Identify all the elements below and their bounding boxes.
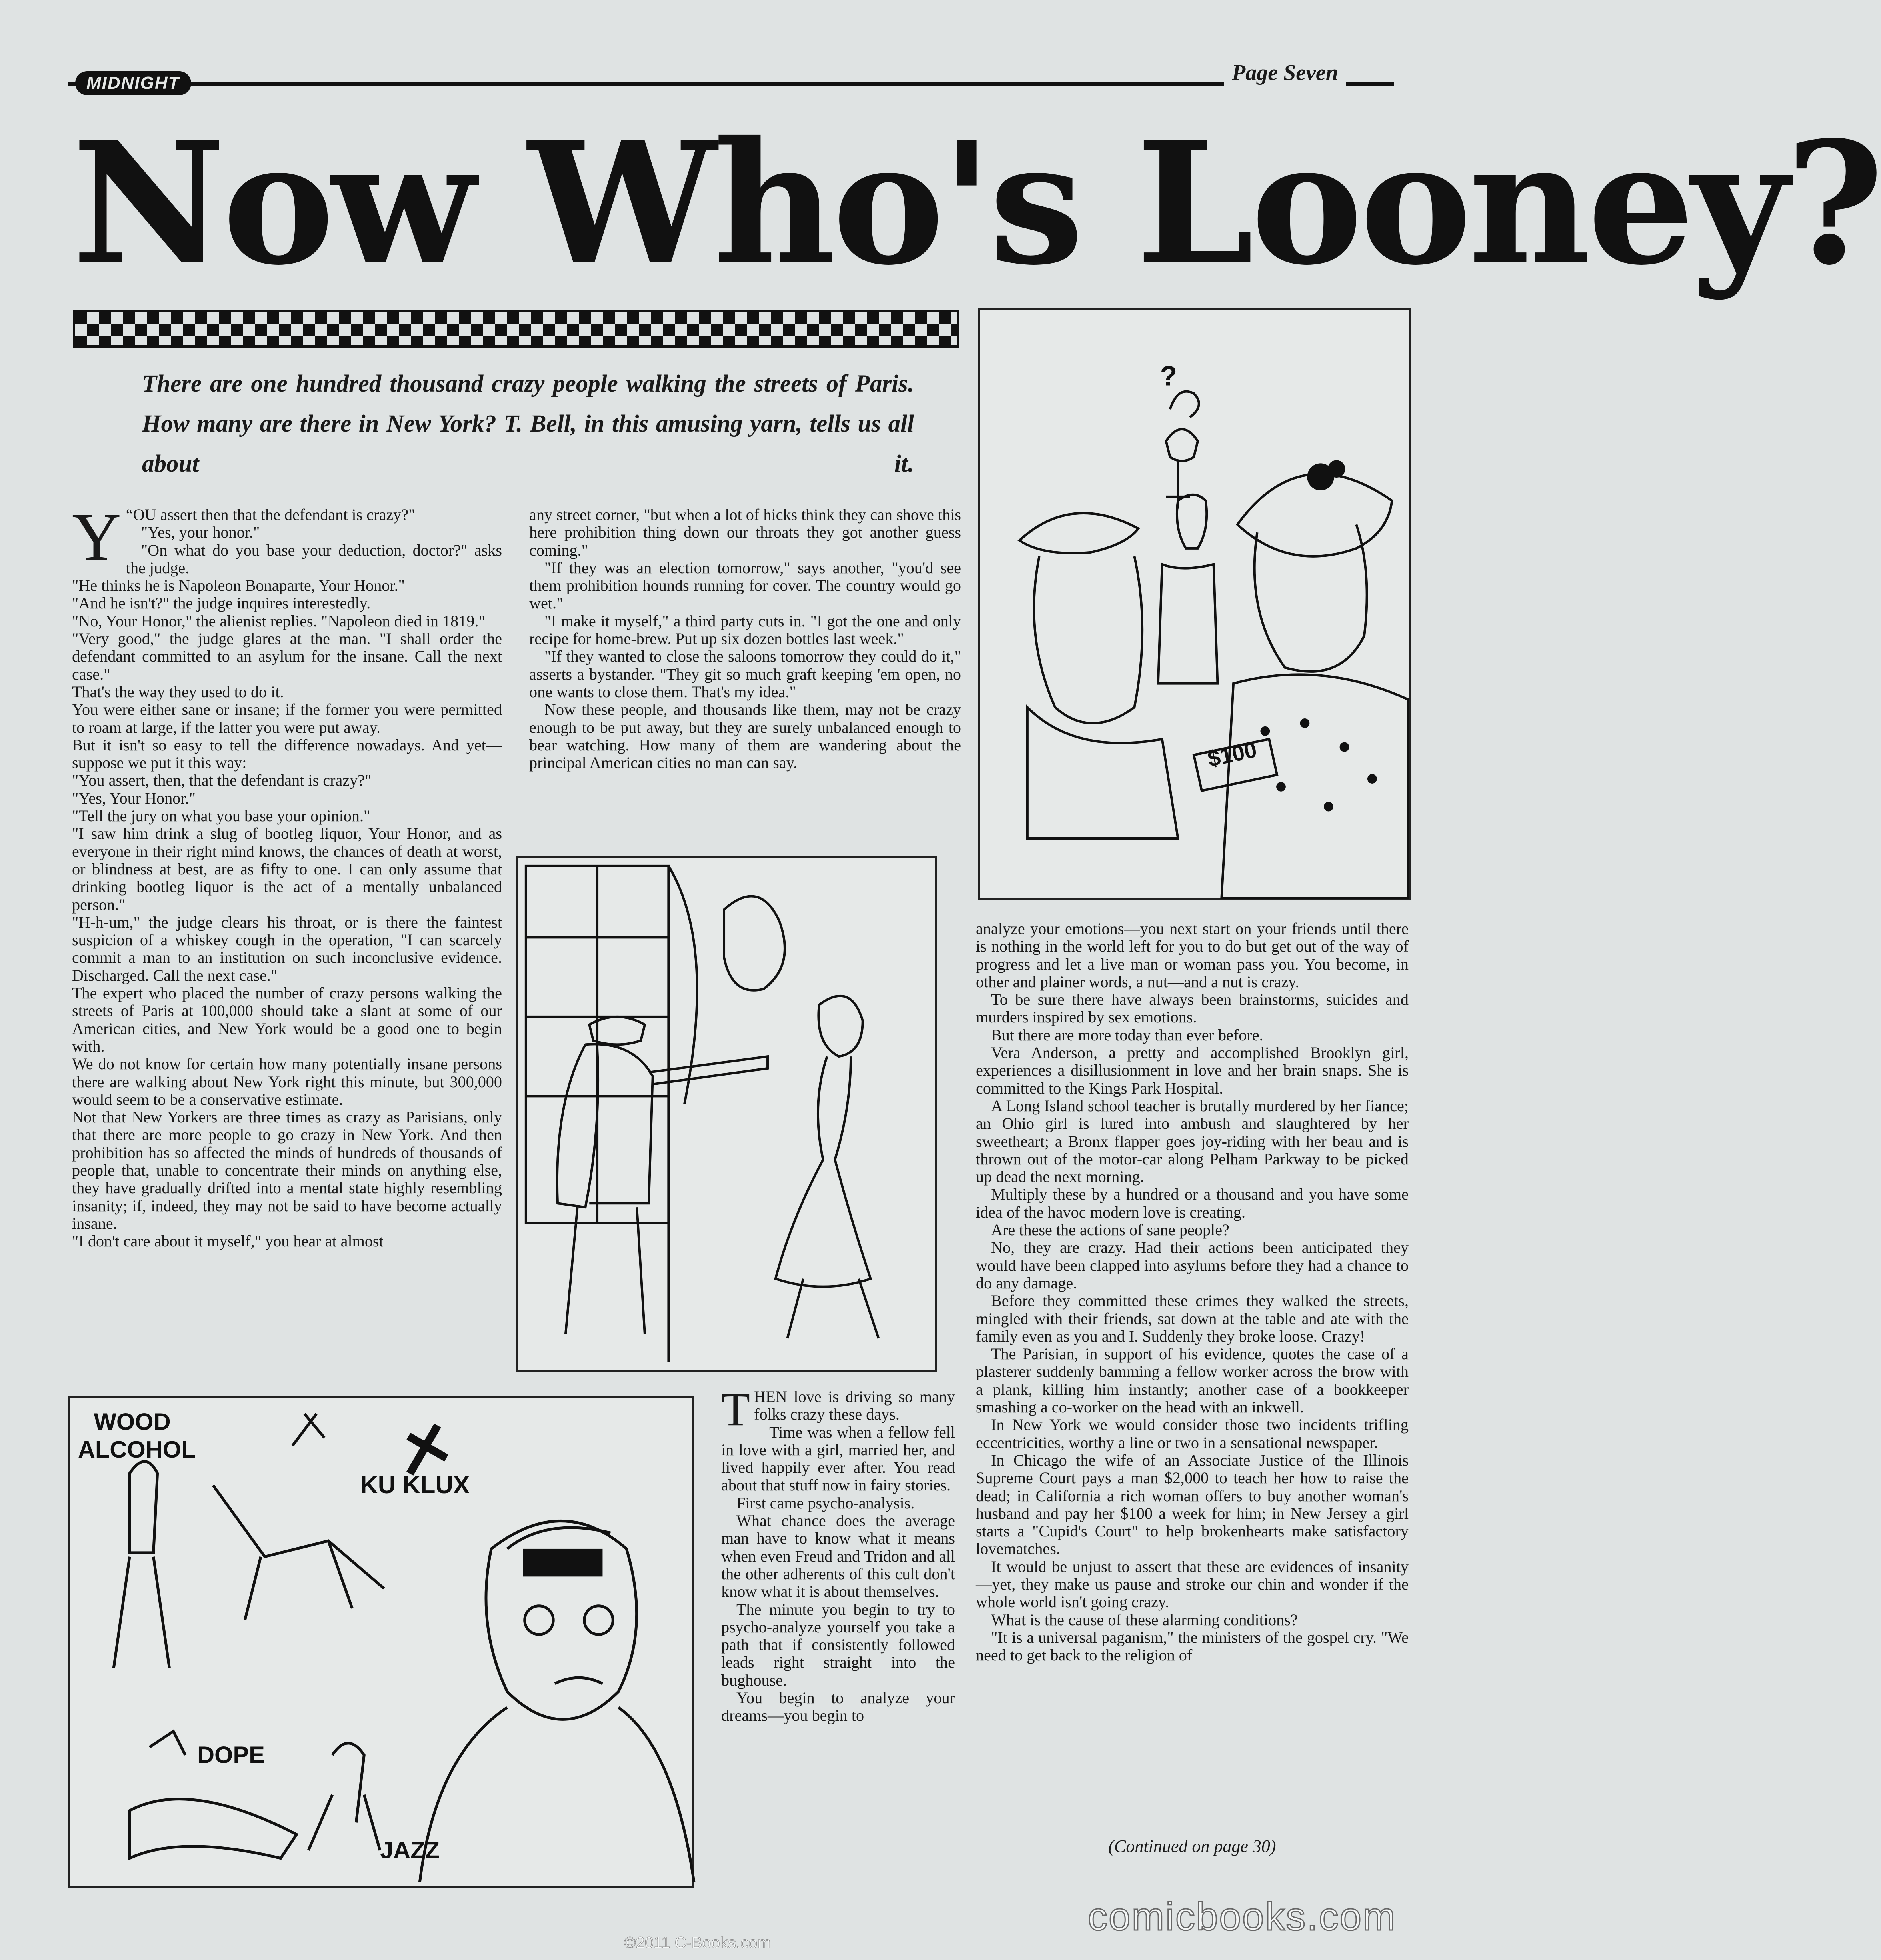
masthead-logo: MIDNIGHT [75, 71, 191, 95]
paragraph: You begin to analyze your dreams—you begin to [721, 1689, 955, 1725]
paragraph: The expert who placed the number of crazy persons walking the streets of Paris at 100,000 should take a slant at some of our American cities, and New York would be a good one to begin with. [72, 984, 502, 1055]
paragraph: No, they are crazy. Had their actions been anticipated they would have been clapped into asylums before they had a chance to do any damage. [976, 1238, 1409, 1292]
wood-label: WOOD [94, 1408, 171, 1435]
paragraph: "I saw him drink a slug of bootleg liquor, Your Honor, and as everyone in their right mind knows, the chances of death at worst, or blindness at best, are as fifty to one. I can only assume that drinking bootleg liquor is the act of a mentally unbalanced person." [72, 824, 502, 914]
paragraph: Multiply these by a hundred or a thousand and you have some idea of the havoc modern love is creating. [976, 1185, 1409, 1221]
drop-cap: Y [72, 499, 121, 574]
header-rule [68, 82, 1394, 86]
paragraph: "Tell the jury on what you base your opinion." [72, 807, 370, 825]
paragraph: What chance does the average man have to know what it means when even Freud and Tridon and all the other adherents of this cult don't know what it is about themselves. [721, 1512, 955, 1601]
paragraph: "No, Your Honor," the alienist replies. "Napoleon died in 1819." [72, 612, 485, 630]
copyright-notice: ©2011 C-Books.com [624, 1934, 771, 1952]
continued-note: (Continued on page 30) [1108, 1836, 1276, 1856]
paragraph: any street corner, "but when a lot of hicks think they can shove this here prohibition thing down our throats they got another guess coming." [529, 506, 961, 559]
illustration-gunman [516, 856, 937, 1372]
paragraph: Are these the actions of sane people? [991, 1221, 1229, 1239]
site-watermark: comicbooks.com [1088, 1894, 1397, 1938]
paragraph: First came psycho-analysis. [736, 1494, 915, 1512]
paragraph: "H-h-um," the judge clears his throat, or is there the faintest suspicion of a whiskey cough in the operation, "I can scarcely commit a man to an institution on such inconclusive evidence. Discharged. Call the next case." [72, 913, 502, 984]
paragraph: In Chicago the wife of an Associate Justice of the Illinois Supreme Court pays a man $2,000 to teach her how to raise the dead; in California a rich woman offers to buy another woman's husband and pay her $100 a week for him; in New Jersey a girl starts a "Cupid's Court" to help brokenhearts make satisfactory lovematches. [976, 1451, 1409, 1558]
paragraph: To be sure there have always been brainstorms, suicides and murders inspired by sex emotions. [976, 990, 1409, 1026]
paragraph: You were either sane or insane; if the former you were permitted to roam at large, if the latter you were put away. [72, 700, 502, 736]
paragraph: "It is a universal paganism," the ministers of the gospel cry. "We need to get back to the religion of [976, 1628, 1409, 1664]
illustration-women-money [978, 308, 1411, 900]
drop-cap: T [721, 1383, 750, 1436]
paragraph: Not that New Yorkers are three times as crazy as Parisians, only that there are more people to go crazy in New York. And then prohibition has so affected the minds of hundreds of thousands of people that, unable to concentrate their minds on anything else, they have gradually drifted into a mental state highly resembling insanity; if, indeed, they may not be said to have become actually insane. [72, 1108, 502, 1232]
kuklux-label: KU KLUX [360, 1471, 470, 1499]
paragraph: We do not know for certain how many potentially insane persons there are walking about New York right this minute, but 300,000 would seem to be a conservative estimate. [72, 1055, 502, 1108]
headline: Now Who's Looney? [72, 105, 1881, 302]
paragraph: “ Y OU assert then that the defendant is crazy?" [72, 499, 415, 574]
article-column-2 [529, 506, 961, 772]
question-mark-label: ? [1160, 360, 1177, 392]
article-column-4 [976, 920, 1409, 1664]
paragraph: Vera Anderson, a pretty and accomplished Brooklyn girl, experiences a disillusionment in love and her brain snaps. She is committed to the Kings Park Hospital. [976, 1044, 1409, 1097]
paragraph: It would be unjust to assert that these are evidences of insanity—yet, they make us pause and stroke our chin and wonder if the whole world isn't going crazy. [976, 1557, 1409, 1611]
illustration-cartoon [68, 1396, 694, 1888]
paragraph: In New York we would consider those two incidents trifling eccentricities, worthy a line or two in a sensational newspaper. [976, 1416, 1409, 1452]
checkered-divider [73, 310, 959, 348]
paragraph: That's the way they used to do it. [72, 682, 284, 701]
page-number-label: Page Seven [1224, 60, 1346, 86]
paragraph: THEN love is driving so many folks crazy these days. [721, 1383, 955, 1436]
paragraph: What is the cause of these alarming conditions? [991, 1610, 1298, 1629]
paragraph: "On what do you base your deduction, doctor?" asks the judge. [126, 541, 502, 577]
deck-subtitle: There are one hundred thousand crazy people walking the streets of Paris. How many are there in New York? T. Bell, in this amusing yarn, tells us all about it. [142, 370, 914, 477]
paragraph: A Long Island school teacher is brutally murdered by her fiance; an Ohio girl is lured into ambush and slaughtered by her sweetheart; a Bronx flapper goes joy-riding with her beau and is thrown out of the motor-car along Pelham Parkway to be picked up dead the next morning. [976, 1096, 1409, 1186]
paragraph: "You assert, then, that the defendant is crazy?" [72, 771, 372, 790]
paragraph: "I don't care about it myself," you hear at almost [72, 1232, 384, 1250]
paragraph: "Very good," the judge glares at the man. "I shall order the defendant committed to an asylum for the insane. Call the next case." [72, 630, 502, 683]
paragraph: Time was when a fellow fell in love with a girl, married her, and lived happily ever after. You read about that stuff now in fairy stories. [721, 1423, 955, 1494]
paragraph: Now these people, and thousands like them, may not be crazy enough to be put away, but they are surely unbalanced enough to bear watching. How many of them are wandering about the principal American cities no man can say. [529, 700, 961, 772]
paragraph: The Parisian, in support of his evidence, quotes the case of a plasterer suddenly bamming a fellow worker across the brow with a plank, killing him instantly; another case of a bookkeeper smashing a co-worker on the head with an inkwell. [976, 1345, 1409, 1416]
paragraph: The minute you begin to try to psycho-analyze yourself you take a path that if consistently followed leads right straight into the bughouse. [721, 1600, 955, 1689]
paragraph: But it isn't so easy to tell the difference nowadays. And yet—suppose we put it this way: [72, 736, 502, 772]
alcohol-label: ALCOHOL [78, 1436, 196, 1463]
paragraph: "If they was an election tomorrow," says another, "you'd see them prohibition hounds running for cover. The country would go wet." [529, 558, 961, 612]
paragraph: "Yes, your honor." [141, 523, 260, 542]
paragraph: "If they wanted to close the saloons tomorrow they could do it," asserts a bystander. "They git so much graft keeping 'em open, no one wants to close them. That's my idea." [529, 647, 961, 701]
paragraph: Before they committed these crimes they walked the streets, mingled with their friends, sat down at the table and ate with the family even as you and I. Suddenly they broke loose. Crazy! [976, 1292, 1409, 1345]
paragraph: "I make it myself," a third party cuts in. "I got the one and only recipe for home-brew. Put up six dozen bottles last week." [529, 612, 961, 648]
dope-label: DOPE [197, 1741, 265, 1768]
paragraph: "And he isn't?" the judge inquires interestedly. [72, 594, 371, 612]
article-column-3 [721, 1383, 955, 1725]
paragraph: But there are more today than ever before. [991, 1026, 1263, 1044]
paragraph: "He thinks he is Napoleon Bonaparte, Your Honor." [72, 576, 405, 595]
paragraph: analyze your emotions—you next start on your friends until there is nothing in the world left for you to do but get out of the way of progress and let a live man or woman pass you. You become, in other and plainer words, a nut—and a nut is crazy. [976, 920, 1409, 991]
paragraph: "Yes, Your Honor." [72, 789, 196, 807]
article-column-1 [72, 499, 502, 1250]
money-label: $100 [1205, 737, 1259, 772]
jazz-label: JAZZ [380, 1836, 440, 1864]
